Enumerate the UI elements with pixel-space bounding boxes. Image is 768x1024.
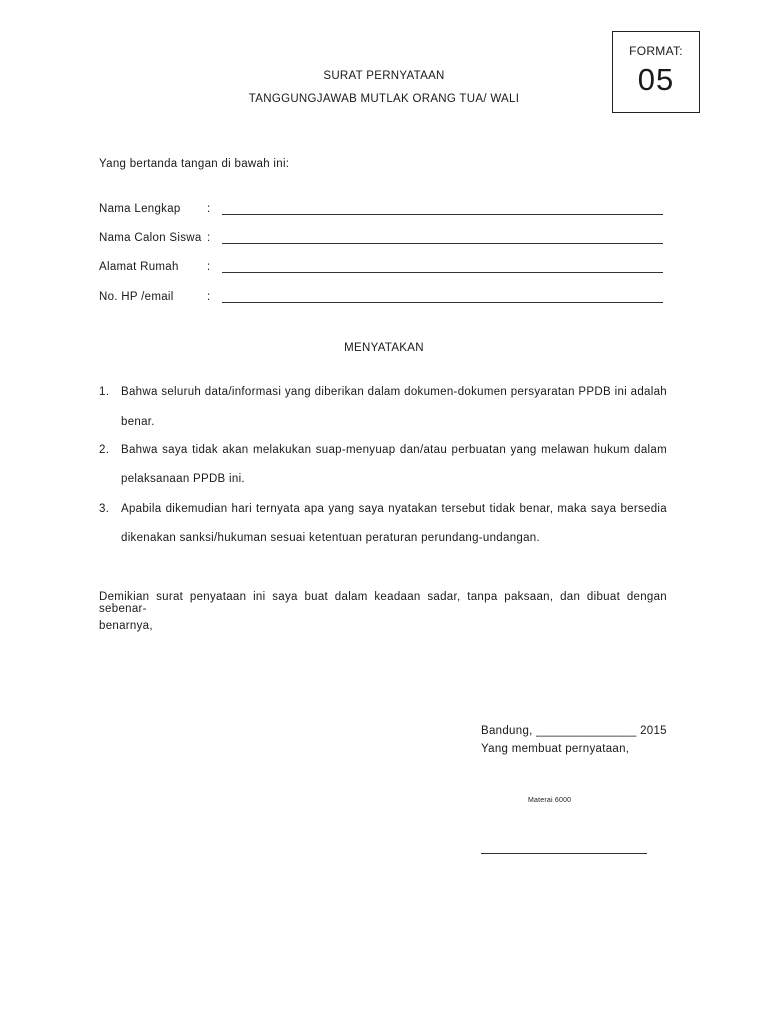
statement-text: Bahwa saya tidak akan melakukan suap-menyuap dan/atau perbuatan yang melawan hukum dalam [121, 444, 667, 456]
statement-text-cont: pelaksanaan PPDB ini. [121, 473, 245, 485]
field-label-alamat-rumah: Alamat Rumah [99, 261, 179, 273]
document-subtitle: TANGGUNGJAWAB MUTLAK ORANG TUA/ WALI [248, 93, 520, 105]
format-number: 05 [637, 62, 675, 97]
field-colon: : [207, 291, 211, 303]
closing-paragraph-cont: benarnya, [99, 620, 153, 632]
statement-number: 3. [99, 503, 110, 515]
stamp-duty-label: Materai 6000 [528, 797, 572, 804]
field-colon: : [207, 203, 211, 215]
statement-text-cont: benar. [121, 416, 155, 428]
statement-number: 2. [99, 444, 110, 456]
statement-text-cont: dikenakan sanksi/hukuman sesuai ketentuan peraturan perundang-undangan. [121, 532, 540, 544]
statement-number: 1. [99, 386, 110, 398]
field-blank-alamat-rumah[interactable] [222, 272, 663, 273]
intro-text: Yang bertanda tangan di bawah ini: [99, 158, 290, 170]
field-colon: : [207, 261, 211, 273]
field-label-hp-email: No. HP /email [99, 291, 174, 303]
format-label: FORMAT: [629, 44, 683, 58]
field-blank-nama-lengkap[interactable] [222, 214, 663, 215]
signature-line[interactable] [481, 853, 647, 854]
field-colon: : [207, 232, 211, 244]
field-label-nama-calon-siswa: Nama Calon Siswa [99, 232, 202, 244]
field-blank-nama-calon-siswa[interactable] [222, 243, 663, 244]
closing-paragraph: Demikian surat penyataan ini saya buat dalam keadaan sadar, tanpa paksaan, dan dibuat dengan sebenar- [99, 591, 667, 615]
statement-text: Bahwa seluruh data/informasi yang diberikan dalam dokumen-dokumen persyaratan PPDB ini adalah [121, 386, 667, 398]
document-title: SURAT PERNYATAAN [323, 70, 445, 82]
field-label-nama-lengkap: Nama Lengkap [99, 203, 181, 215]
field-blank-hp-email[interactable] [222, 302, 663, 303]
signer-caption: Yang membuat pernyataan, [481, 743, 630, 755]
declaration-heading: MENYATAKAN [344, 342, 424, 354]
statement-text: Apabila dikemudian hari ternyata apa yang saya nyatakan tersebut tidak benar, maka saya bersedia [121, 503, 667, 515]
place-date: Bandung, _______________ 2015 [481, 725, 667, 737]
